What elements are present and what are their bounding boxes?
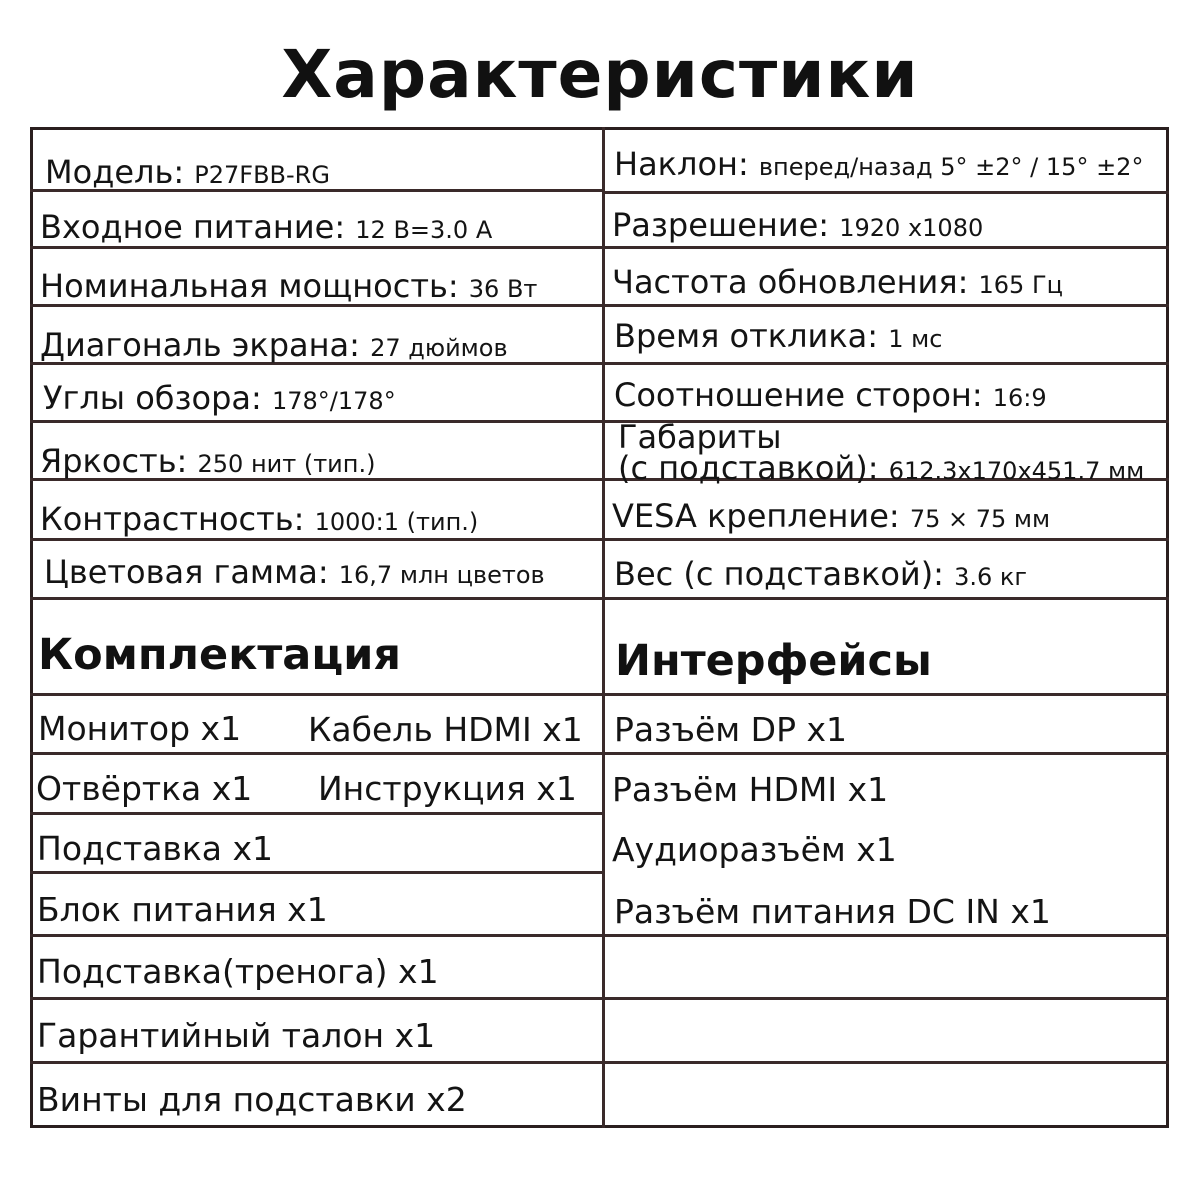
package-item-warranty: Гарантийный талон x1 bbox=[37, 1016, 436, 1055]
spec-dimensions: Габариты (с подставкой): 612.3x170x451.7 мм bbox=[618, 418, 1145, 487]
row-divider bbox=[30, 934, 1169, 937]
spec-brightness: Яркость: 250 нит (тип.) bbox=[40, 442, 376, 480]
row-divider bbox=[30, 693, 1169, 696]
row-divider bbox=[30, 597, 1169, 600]
package-item-monitor: Монитор x1 bbox=[38, 709, 242, 748]
interface-item-dp: Разъём DP x1 bbox=[614, 710, 847, 749]
spec-response-time: Время отклика: 1 мс bbox=[614, 317, 943, 355]
spec-rated-power: Номинальная мощность: 36 Вт bbox=[40, 267, 538, 305]
row-divider bbox=[603, 191, 1169, 194]
spec-aspect-ratio: Соотношение сторон: 16:9 bbox=[614, 376, 1047, 414]
spec-refresh-rate: Частота обновления: 165 Гц bbox=[612, 263, 1063, 301]
package-heading: Комплектация bbox=[38, 630, 401, 680]
row-divider bbox=[30, 538, 1169, 541]
spec-tilt: Наклон: вперед/назад 5° ±2° / 15° ±2° bbox=[614, 145, 1144, 183]
package-item-screwdriver: Отвёртка x1 bbox=[36, 769, 253, 808]
spec-diagonal: Диагональ экрана: 27 дюймов bbox=[40, 326, 508, 364]
row-divider bbox=[30, 246, 1169, 249]
spec-contrast: Контрастность: 1000:1 (тип.) bbox=[40, 500, 479, 538]
spec-viewing-angles: Углы обзора: 178°/178° bbox=[43, 379, 396, 417]
package-item-screws: Винты для подставки x2 bbox=[37, 1080, 467, 1119]
page-title: Характеристики bbox=[281, 36, 919, 113]
row-divider bbox=[30, 1061, 1169, 1064]
row-divider bbox=[30, 871, 603, 874]
interface-item-dc-in: Разъём питания DC IN x1 bbox=[614, 892, 1051, 931]
interfaces-heading: Интерфейсы bbox=[615, 636, 932, 686]
package-item-stand: Подставка x1 bbox=[37, 829, 274, 868]
spec-weight: Вес (с подставкой): 3.6 кг bbox=[614, 555, 1028, 593]
interface-item-hdmi: Разъём HDMI x1 bbox=[612, 770, 889, 809]
package-item-manual: Инструкция x1 bbox=[318, 769, 577, 808]
row-divider bbox=[30, 752, 1169, 755]
package-item-hdmi-cable: Кабель HDMI x1 bbox=[308, 710, 583, 749]
row-divider bbox=[30, 812, 603, 815]
package-item-power-supply: Блок питания x1 bbox=[37, 890, 328, 929]
spec-vesa: VESA крепление: 75 × 75 мм bbox=[612, 497, 1051, 535]
package-item-tripod: Подставка(тренога) x1 bbox=[37, 952, 439, 991]
spec-color-gamut: Цветовая гамма: 16,7 млн цветов bbox=[44, 553, 545, 591]
interface-item-audio: Аудиоразъём x1 bbox=[612, 830, 897, 869]
spec-model: Модель: P27FBB-RG bbox=[45, 153, 330, 191]
spec-resolution: Разрешение: 1920 х1080 bbox=[612, 206, 984, 244]
row-divider bbox=[30, 997, 1169, 1000]
column-divider bbox=[602, 127, 605, 1128]
spec-input-power: Входное питание: 12 В=3.0 А bbox=[40, 208, 493, 246]
